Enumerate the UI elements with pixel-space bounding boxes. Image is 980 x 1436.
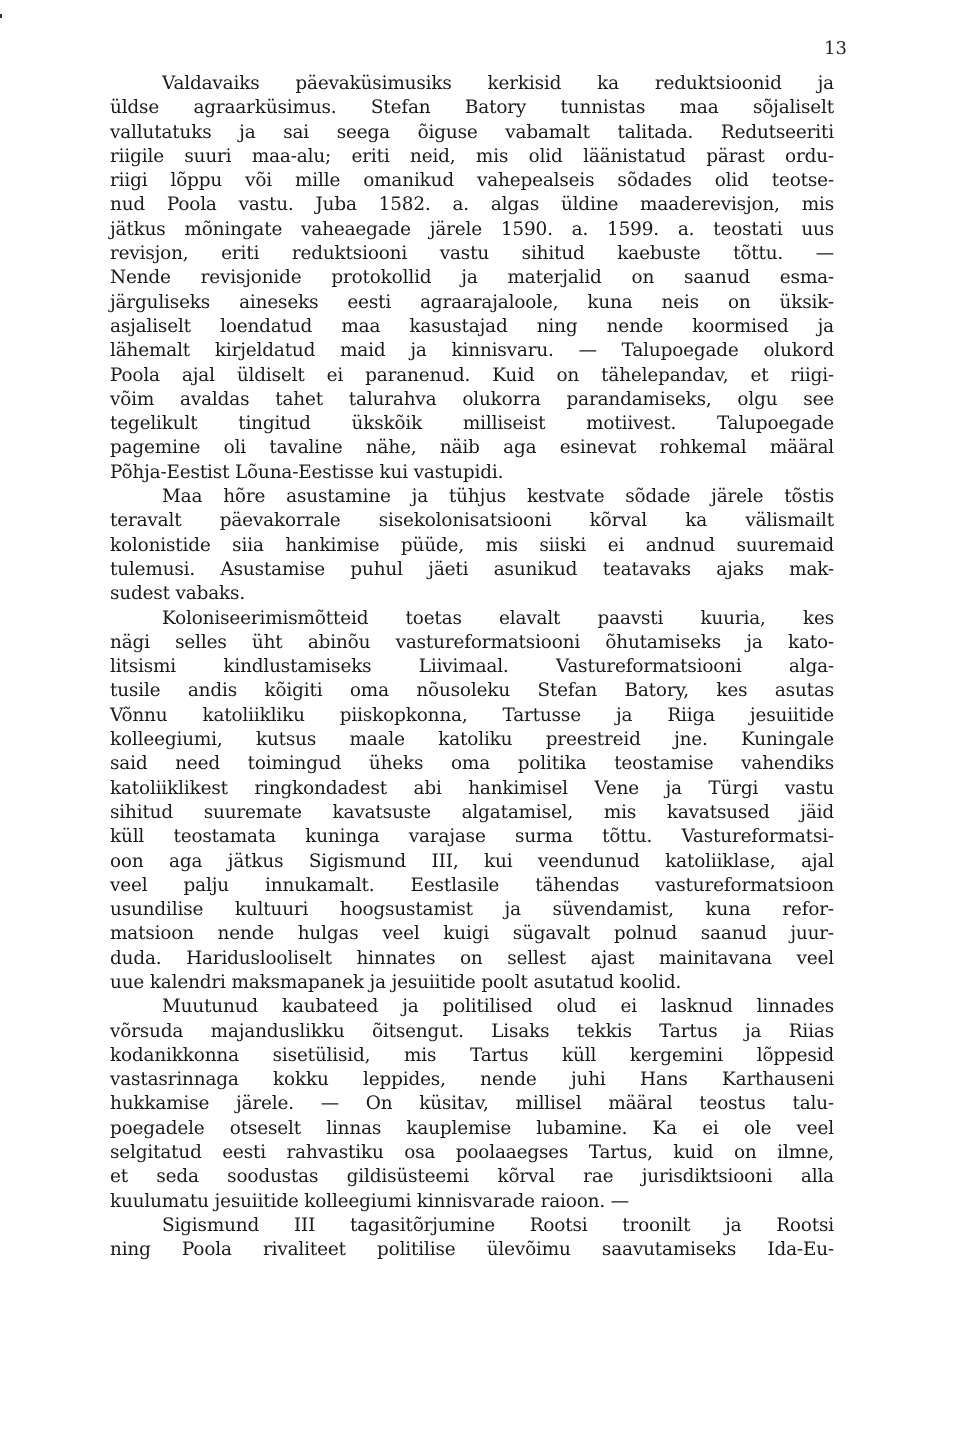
- text-line: nud Poola vastu. Juba 1582. a. algas üldine maaderevisjon, mis: [110, 194, 834, 216]
- text-line: nägi selles üht abinõu vastureformatsiooni õhutamiseks ja kato-: [110, 631, 834, 653]
- paragraph-first-line: Muutunud kaubateed ja politilised olud ei lasknud linnades: [162, 996, 834, 1018]
- text-line: tegelikult tingitud ükskõik milliseist motiivest. Talupoegade: [110, 413, 834, 435]
- text-line: said need toimingud üheks oma politika teostamise vahendiks: [110, 753, 834, 775]
- text-line: lähemalt kirjeldatud maid ja kinnisvaru. — Talupoegade olukord: [110, 340, 834, 362]
- text-line: hukkamise järele. — On küsitav, millisel määral teostus talu-: [110, 1093, 834, 1115]
- text-line: vastasrinnaga kokku leppides, nende juhi Hans Karthauseni: [110, 1069, 834, 1091]
- text-line: kodanikkonna sisetülisid, mis Tartus küll kergemini lõppesid: [110, 1044, 834, 1066]
- text-line: usundilise kultuuri hoogsustamist ja süvendamist, kuna refor-: [110, 899, 834, 921]
- text-line: ning Poola rivaliteet politilise ülevõimu saavutamiseks Ida-Eu-: [110, 1239, 834, 1261]
- text-line: vallutatuks ja sai seega õiguse vabamalt talitada. Redutseeriti: [110, 121, 834, 143]
- text-line: duda. Hariduslooliselt hinnates on sellest ajast mainitavana veel: [110, 947, 834, 969]
- text-line: võim avaldas tahet talurahva olukorra parandamiseks, olgu see: [110, 388, 834, 410]
- text-line: uue kalendri maksmapanek ja jesuiitide poolt asutatud koolid.: [110, 971, 682, 993]
- text-line: küll teostamata kuninga varajase surma tõttu. Vastureformatsi-: [110, 826, 834, 848]
- text-line: asjaliselt loendatud maa kasustajad ning nende koormised ja: [110, 315, 834, 337]
- text-line: sudest vabaks.: [110, 583, 246, 605]
- text-line: üldse agraarküsimus. Stefan Batory tunnistas maa sõjaliselt: [110, 97, 834, 119]
- text-line: riigile suuri maa-alu; eriti neid, mis olid läänistatud pärast ordu-: [110, 145, 834, 167]
- text-line: revisjon, eriti reduktsiooni vastu sihitud kaebuste tõttu. —: [110, 243, 834, 265]
- text-line: jätkus mõningate vaheaegade järele 1590. a. 1599. a. teostati uus: [110, 218, 834, 240]
- text-line: kolleegiumi, kutsus maale katoliku preestreid jne. Kuningale: [110, 729, 834, 751]
- text-line: kolonistide siia hankimise püüde, mis siiski ei andnud suuremaid: [110, 534, 834, 556]
- paragraph-first-line: Sigismund III tagasitõrjumine Rootsi troonilt ja Rootsi: [162, 1214, 834, 1236]
- text-line: selgitatud eesti rahvastiku osa poolaaegses Tartus, kuid on ilmne,: [110, 1142, 834, 1164]
- text-line: tulemusi. Asustamise puhul jäeti asunikud teatavaks ajaks mak-: [110, 558, 834, 580]
- text-line: veel palju innukamalt. Eestlasile tähendas vastureformatsioon: [110, 874, 834, 896]
- text-line: litsismi kindlustamiseks Liivimaal. Vastureformatsiooni alga-: [110, 656, 834, 678]
- text-line: katoliiklikest ringkondadest abi hankimisel Vene ja Türgi vastu: [110, 777, 834, 799]
- text-line: Nende revisjonide protokollid ja materjalid on saanud esma-: [110, 267, 834, 289]
- paragraph-first-line: Koloniseerimismõtteid toetas elavalt paavsti kuuria, kes: [162, 607, 834, 629]
- text-line: järguliseks aineseks eesti agraarajaloole, kuna neis on üksik-: [110, 291, 834, 313]
- page-number: 13: [824, 38, 847, 59]
- text-line: riigi lõppu või mille omanikud vahepealseis sõdades olid teotse-: [110, 170, 834, 192]
- scan-artifact: [0, 14, 2, 18]
- text-line: poegadele otseselt linnas kauplemise lubamine. Ka ei ole veel: [110, 1117, 834, 1139]
- text-line: Võnnu katoliikliku piiskopkonna, Tartusse ja Riiga jesuiitide: [110, 704, 834, 726]
- text-line: võrsuda majanduslikku õitsengut. Lisaks tekkis Tartus ja Riias: [110, 1020, 834, 1042]
- text-line: et seda soodustas gildisüsteemi kõrval rae jurisdiktsiooni alla: [110, 1166, 834, 1188]
- text-line: Poola ajal üldiselt ei paranenud. Kuid on tähelepandav, et riigi-: [110, 364, 834, 386]
- text-line: oon aga jätkus Sigismund III, kui veendunud katoliiklase, ajal: [110, 850, 834, 872]
- text-line: Põhja-Eestist Lõuna-Eestisse kui vastupidi.: [110, 461, 504, 483]
- text-line: teravalt päevakorrale sisekolonisatsiooni kõrval ka välismailt: [110, 510, 834, 532]
- paragraph-first-line: Maa hõre asustamine ja tühjus kestvate sõdade järele tõstis: [162, 486, 834, 508]
- text-line: matsioon nende hulgas veel kuigi sügavalt polnud saanud juur-: [110, 923, 834, 945]
- text-line: pagemine oli tavaline nähe, näib aga esinevat rohkemal määral: [110, 437, 834, 459]
- paragraph-first-line: Valdavaiks päevaküsimusiks kerkisid ka reduktsioonid ja: [162, 73, 834, 94]
- text-line: sihitud suuremate kavatsuste algatamisel, mis kavatsused jäid: [110, 801, 834, 823]
- text-line: kuulumatu jesuiitide kolleegiumi kinnisvarade raioon. —: [110, 1190, 629, 1212]
- text-line: tusile andis kõigiti oma nõusoleku Stefan Batory, kes asutas: [110, 680, 834, 702]
- body-text: [110, 72, 834, 1263]
